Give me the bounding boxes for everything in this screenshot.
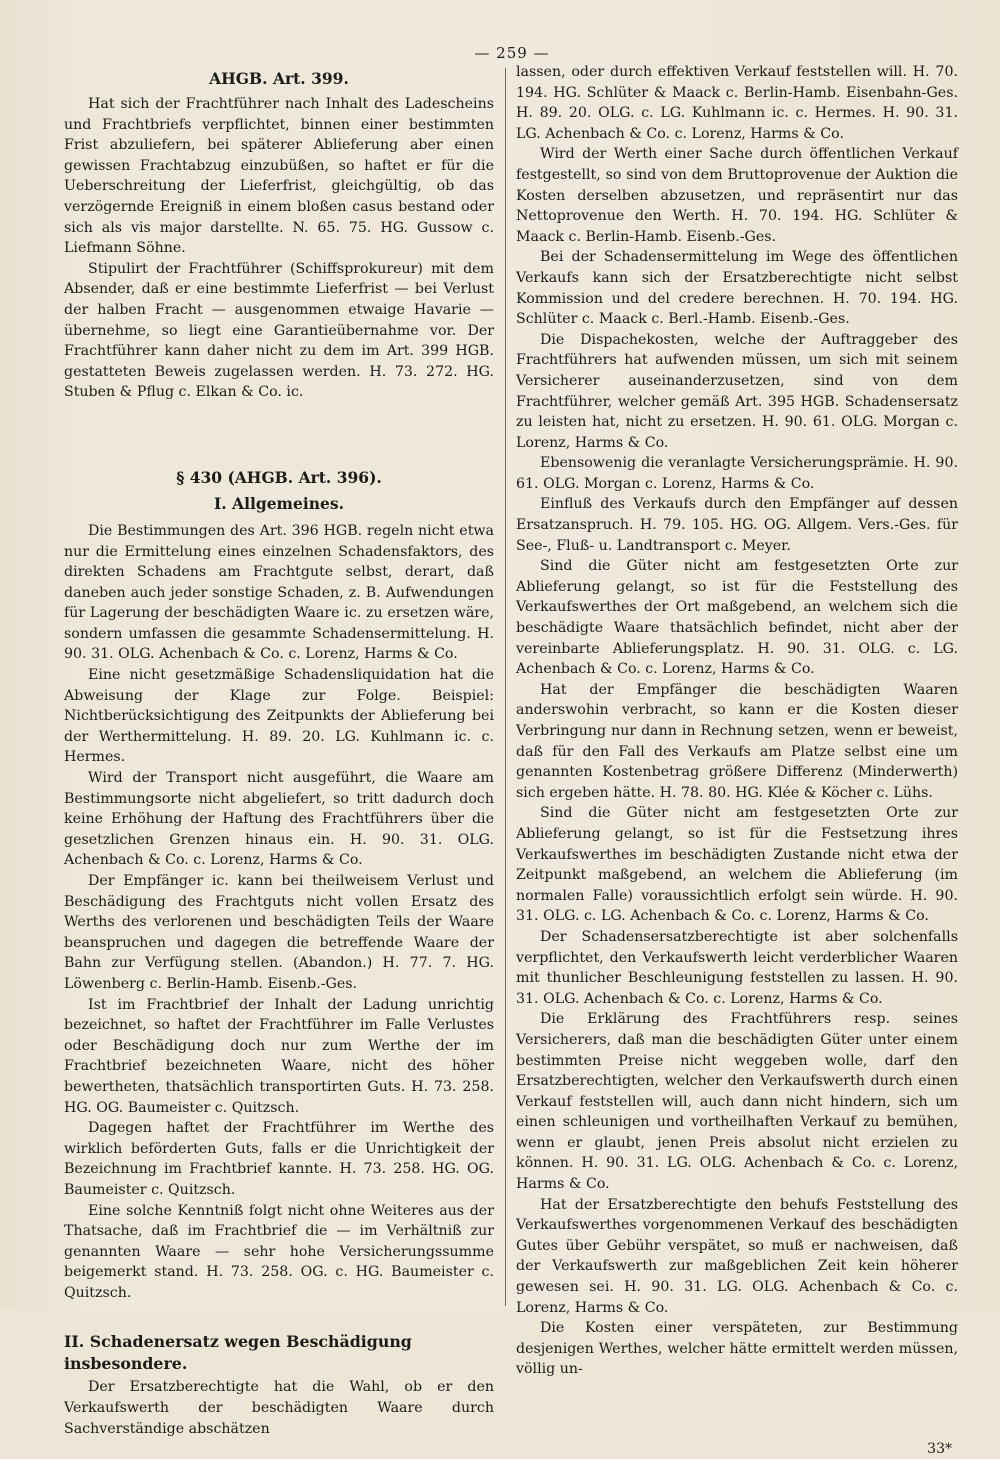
body-paragraph: Der Empfänger ic. kann bei theilweisem Verlust und Beschädigung des Frachtguts nicht vollen Ersatz des Werths des verlorenen und beschädigten Teils der Waare beanspruchen und dagegen die betreffende Waare der Bahn zur Verfügung stellen. (Abandon.) H. 77. 7. HG. Löwenberg c. Berlin-Hamb. Eisenb.-Ges. xyxy=(64,873,494,992)
body-paragraph: Die Erklärung des Frachtführers resp. seines Versicherers, daß man die beschädigten Güter unter einem bestimmten Preise nicht weggeben wolle, darf den Ersatzberechtigten, welcher den Verkaufswerth durch einen Verkauf feststellen will, auch dann nicht hindern, sich um einen schleunigen und vortheilhaften Verkauf zu bemühen, wenn er glaubt, jenen Preis absolut nicht erzielen zu können. H. 90. 31. LG. OLG. Achenbach & Co. c. Lorenz, Harms & Co. xyxy=(516,1011,958,1193)
body-paragraph: Die Kosten einer verspäteten, zur Bestimmung desjenigen Werthes, welcher hätte ermittelt werden müssen, völlig un- xyxy=(516,1320,958,1378)
page-number: — 259 — xyxy=(474,44,550,62)
body-paragraph: Der Schadensersatzberechtigte ist aber solchenfalls verpflichtet, den Verkaufswerth leicht verderblicher Waaren mit thunlicher Beschleunigung feststellen zu lassen. H. 90. 31. OLG. Achenbach & Co. c. Lorenz, Harms & Co. xyxy=(516,928,958,1007)
text-columns xyxy=(64,62,960,1439)
body-paragraph: Eine solche Kenntniß folgt nicht ohne Weiteres aus der Thatsache, daß im Frachtbrief die — im Verhältniß zur genannten Waare — sehr hohe Versicherungssumme beigemerkt stand. H. 73. 258. OG. c. HG. Baumeister c. Quitzsch. xyxy=(64,1202,494,1301)
right-column xyxy=(516,62,958,1439)
paragraph-symbol-heading: § 430 (AHGB. Art. 396). xyxy=(176,467,382,487)
body-paragraph: Die Bestimmungen des Art. 396 HGB. regeln nicht etwa nur die Ermittelung eines einzelnen Schadensfaktors, des direkten Schadens am Frachtgute selbst, derart, daß daneben auch jeder sonstige Schaden, z. B. Aufwendungen für Lagerung der beschädigten Waare ic. zu ersetzen wäre, sondern umfassen die gesammte Schadensermittelung. H. 90. 31. OLG. Achenbach & Co. c. Lorenz, Harms & Co. xyxy=(64,522,494,663)
body-paragraph: Sind die Güter nicht am festgesetzten Orte zur Ablieferung gelangt, so ist für die Festsetzung ihres Verkaufswerthes im beschädigten Zustande nicht etwa der Zeitpunkt maßgebend, an welchem die Ablieferung (im normalen Falle) voraussichtlich erfolgt sein würde. H. 90. 31. OLG. c. LG. Achenbach & Co. c. Lorenz, Harms & Co. xyxy=(516,805,958,925)
body-paragraph: Wird der Werth einer Sache durch öffentlichen Verkauf festgestellt, so sind von dem Bruttoprovenue der Auktion die Kosten derselben abzusetzen, und repräsentirt nur das Nettoprovenue den Werth. H. 70. 194. HG. Schlüter & Maack c. Berlin-Hamb. Eisenb.-Ges. xyxy=(516,146,958,245)
body-paragraph: Die Dispachekosten, welche der Auftraggeber des Frachtführers hat aufwenden müssen, um sich mit seinem Versicherer auseinanderzusetzen, sind von dem Frachtführer, welcher gemäß Art. 395 HGB. Schadensersatz zu leisten hat, nicht zu ersetzen. H. 90. 61. OLG. Morgan c. Lorenz, Harms & Co. xyxy=(516,331,958,451)
body-paragraph: lassen, oder durch effektiven Verkauf feststellen will. H. 70. 194. HG. Schlüter & Maack c. Berlin-Hamb. Eisenbahn-Ges. H. 89. 20. OLG. c. LG. Kuhlmann ic. c. Hermes. H. 90. 31. LG. Achenbach & Co. c. Lorenz, Harms & Co. xyxy=(516,64,958,142)
body-paragraph: Bei der Schadensermittelung im Wege des öffentlichen Verkaufs kann sich der Ersatzberechtigte nicht selbst Kommission und del credere berechnen. H. 70. 194. HG. Schlüter c. Maack c. Berl.-Hamb. Eisenb.-Ges. xyxy=(516,249,958,328)
body-paragraph: Hat sich der Frachtführer nach Inhalt des Ladescheins und Frachtbriefs verpflichtet, binnen einer bestimmten Frist abzuliefern, bei späterer Ablieferung aber einen gewissen Frachtabzug einzubüßen, so haftet er für die Ueberschreitung der Lieferfrist, gleichgültig, ob das verzögernde Ereigniß in einem bloßen casus bestand oder sich als vis major darstellte. N. 65. 75. HG. Gussow c. Liefmann Söhne. xyxy=(64,96,494,257)
body-paragraph: Ist im Frachtbrief der Inhalt der Ladung unrichtig bezeichnet, so haftet der Frachtführer im Falle Verlustes oder Beschädigung doch nur zum Werthe der im Frachtbrief bezeichneten Waare, nicht des höher bewertheten, thatsächlich transportirten Guts. H. 73. 258. HG. OG. Baumeister c. Quitzsch. xyxy=(64,996,494,1116)
body-paragraph: Wird der Transport nicht ausgeführt, die Waare am Bestimmungsorte nicht abgeliefert, so tritt dadurch doch keine Erhöhung der Haftung des Frachtführers über die gesetzlichen Grenzen hinaus ein. H. 90. 31. OLG. Achenbach & Co. c. Lorenz, Harms & Co. xyxy=(64,770,494,869)
body-paragraph: Hat der Ersatzberechtigte den behufs Feststellung des Verkaufswerthes vorgenommenen Verkauf des beschädigten Gutes über Gebühr verspätet, so muß er nachweisen, daß der Verkaufswerth zur maßgeblichen Zeit kein höherer gewesen sei. H. 90. 31. LG. OLG. Achenbach & Co. c. Lorenz, Harms & Co. xyxy=(516,1196,958,1316)
body-paragraph: Sind die Güter nicht am festgesetzten Orte zur Ablieferung gelangt, so ist für die Feststellung des Verkaufswerthes der Ort maßgebend, an welchem sich die beschädigte Waare thatsächlich befindet, nicht aber der vereinbarte Ablieferungsplatz. H. 90. 31. OLG. c. LG. Achenbach & Co. c. Lorenz, Harms & Co. xyxy=(516,558,958,678)
column-divider xyxy=(505,68,506,1306)
body-paragraph: Der Ersatzberechtigte hat die Wahl, ob er den Verkaufswerth der beschädigten Waare durch Sachverständige abschätzen xyxy=(64,1379,494,1437)
body-paragraph: Eine nicht gesetzmäßige Schadensliquidation hat die Abweisung der Klage zur Folge. Beispiel: Nichtberücksichtigung des Zeitpunkts der Ablieferung bei der Werthermittelung. H. 89. 20. LG. Kuhlmann ic. c. Hermes. xyxy=(64,667,494,766)
body-paragraph: Ebensowenig die veranlagte Versicherungsprämie. H. 90. 61. OLG. Morgan c. Lorenz, Harms & Co. xyxy=(516,455,958,492)
article-heading: AHGB. Art. 399. xyxy=(209,69,349,88)
body-paragraph: Einfluß des Verkaufs durch den Empfänger auf dessen Ersatzanspruch. H. 79. 105. HG. OG. Allgem. Vers.-Ges. für See-, Fluß- u. Landtransport c. Meyer. xyxy=(516,496,958,554)
printer-signature: 33* xyxy=(927,1441,952,1458)
body-paragraph: Dagegen haftet der Frachtführer im Werthe des wirklich beförderten Guts, falls er die Unrichtigkeit der Bezeichnung im Frachtbrief kannte. H. 73. 258. HG. OG. Baumeister c. Quitzsch. xyxy=(64,1120,494,1198)
page-header xyxy=(64,0,960,62)
left-column xyxy=(64,62,494,1439)
section-title: II. Schadenersatz wegen Beschädigung insbesondere. xyxy=(64,1332,412,1374)
body-paragraph: Stipulirt der Frachtführer (Schiffsprokureur) mit dem Absender, daß er eine bestimmte Lieferfrist — bei Verlust der halben Fracht — ausgenommen etwaige Havarie — übernehme, so liegt eine Garantieübernahme vor. Der Frachtführer kann daher nicht zu dem im Art. 399 HGB. gestatteten Beweis zugelassen werden. H. 73. 272. HG. Stuben & Pflug c. Elkan & Co. ic. xyxy=(64,260,494,401)
subsection-title: I. Allgemeines. xyxy=(214,493,344,513)
body-paragraph: Hat der Empfänger die beschädigten Waaren anderswohin verbracht, so kann er die Kosten dieser Verbringung nur dann in Rechnung setzen, wenn er beweist, daß für den Fall des Verkaufs am Platze selbst eine um genannten Kostenbetrag größere Differenz (Minderwerth) sich ergeben hätte. H. 78. 80. HG. Klée & Köcher c. Lühs. xyxy=(516,681,958,801)
